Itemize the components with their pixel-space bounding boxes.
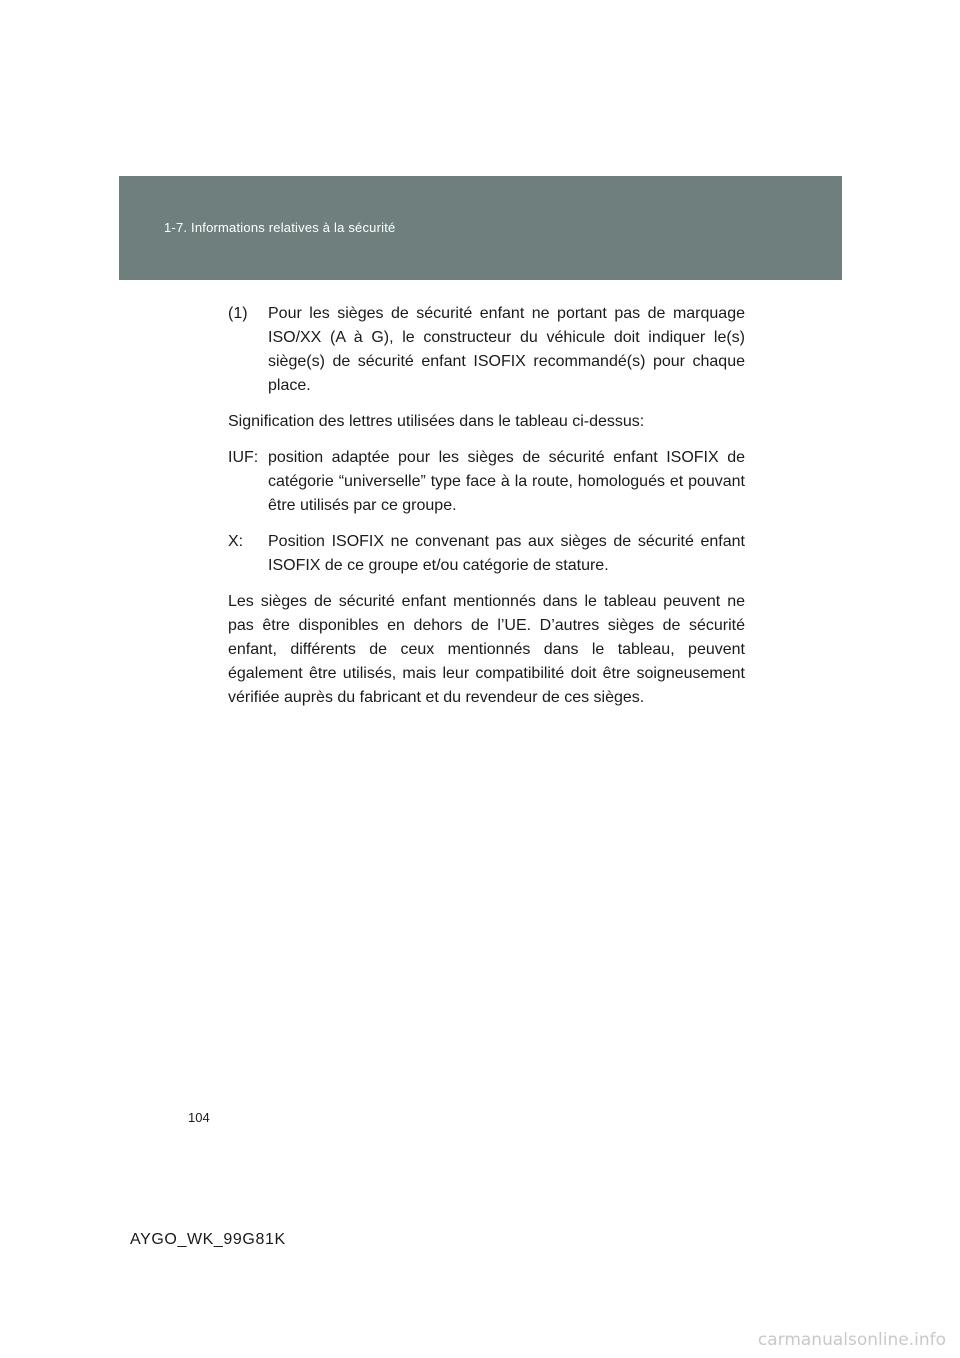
legend-text: position adaptée pour les sièges de sécurité enfant ISOFIX de catégorie “universelle” type face à la route, homologués et pouvant être utilisés par ce groupe.	[268, 449, 745, 514]
closing-paragraph: Les sièges de sécurité enfant mentionnés dans le tableau peuvent ne pas être disponibles en dehors de l’UE. D’autres sièges de sécurité enfant, différents de ceux mentionnés dans le tableau, peuvent également être utilisés, mais leur compatibilité doit être soigneusement vérifiée auprès du fabricant et du revendeur de ces sièges.	[228, 593, 745, 706]
legend-item-iuf	[228, 446, 745, 518]
page-content	[228, 302, 745, 722]
legend-item-x	[228, 530, 745, 578]
legend-intro: Signification des lettres utilisées dans le tableau ci-dessus:	[228, 413, 645, 430]
section-header-band	[119, 176, 842, 280]
footnote-1	[228, 302, 745, 398]
watermark-text: carmanualsonline.info	[757, 1330, 946, 1350]
legend-text: Position ISOFIX ne convenant pas aux sièges de sécurité enfant ISOFIX de ce groupe et/ou catégorie de stature.	[268, 533, 745, 574]
footnote-text: Pour les sièges de sécurité enfant ne portant pas de marquage ISO/XX (A à G), le constructeur du véhicule doit indiquer le(s) siège(s) de sécurité enfant ISOFIX recommandé(s) pour chaque place.	[268, 305, 745, 394]
section-title: 1-7. Informations relatives à la sécurité	[164, 220, 396, 235]
legend-key: IUF:	[228, 449, 259, 466]
page-number: 104	[188, 1110, 210, 1125]
legend-key: X:	[228, 533, 244, 550]
footnote-marker: (1)	[228, 305, 248, 322]
document-code: AYGO_WK_99G81K	[130, 1231, 286, 1248]
